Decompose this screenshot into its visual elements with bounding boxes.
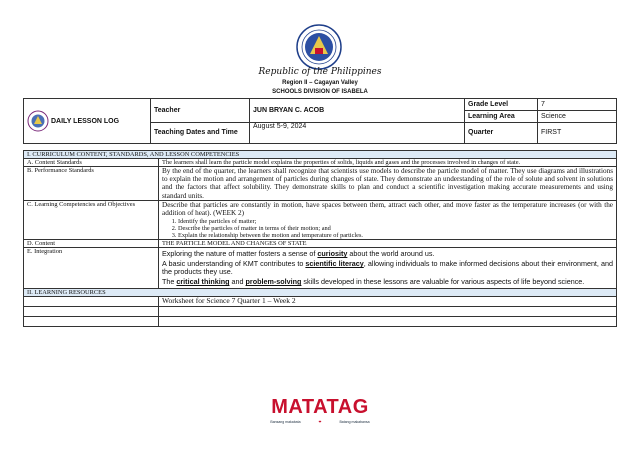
- competencies-text: Describe that particles are constantly in motion, have spaces between them, attract each other, and move faster as the temperature increases (or with the addition of heat). (WEEK 2): [162, 200, 613, 217]
- division-seal-logo: [27, 110, 49, 132]
- area-value: Science: [538, 111, 617, 123]
- teacher-label: Teacher: [151, 99, 250, 123]
- quarter-label: Quarter: [465, 123, 538, 144]
- content-standards-label: A. Content Standards: [24, 159, 159, 167]
- resource-empty-label: [24, 317, 159, 327]
- content-text: THE PARTICLE MODEL AND CHANGES OF STATE: [159, 239, 617, 247]
- area-label: Learning Area: [465, 111, 538, 123]
- resource-empty-label: [24, 297, 159, 307]
- teacher-value: JUN BRYAN C. ACOB: [250, 99, 465, 123]
- objective-item: 1. Identify the particles of matter;: [178, 218, 613, 225]
- resource-empty-cell: [159, 307, 617, 317]
- objective-item: 3. Explain the relationship between the motion and temperature of particles.: [178, 232, 613, 239]
- heart-icon: ❤: [318, 420, 322, 424]
- integration-paragraph: A basic understanding of KMT contributes to scientific literacy, allowing individuals to make informed decisions about their environment, and the products they use.: [162, 259, 613, 277]
- deped-seal-logo: [296, 24, 342, 70]
- dates-value: August 5-9, 2024: [250, 123, 465, 144]
- lesson-content-table: [23, 150, 617, 327]
- performance-standards-label: B. Performance Standards: [24, 167, 159, 200]
- matatag-tagline: Bansang makabata ❤ Batang makabansa: [270, 420, 370, 424]
- grade-label: Grade Level: [465, 99, 538, 111]
- competencies-label: C. Learning Competencies and Objectives: [24, 200, 159, 239]
- republic-heading: Republic of the Philippines: [258, 67, 382, 77]
- resource-empty-cell: [159, 317, 617, 327]
- competencies-cell: [159, 200, 617, 239]
- grade-value: 7: [538, 99, 617, 111]
- dates-label: Teaching Dates and Time: [151, 123, 250, 144]
- quarter-value: FIRST: [538, 123, 617, 144]
- lesson-info-table: [23, 98, 617, 144]
- daily-lesson-log-cell: [24, 99, 151, 144]
- resource-text: Worksheet for Science 7 Quarter 1 – Week 2: [159, 297, 617, 307]
- integration-paragraph: The critical thinking and problem-solving skills developed in these lessons are valuable for various aspects of life beyond science.: [162, 277, 585, 287]
- integration-label: E. Integration: [24, 248, 159, 289]
- performance-standards-text: By the end of the quarter, the learners shall recognize that scientists use models to describe the particle model of matter. They use diagrams and illustrations to explain the motion and arrangement of particles during changes of state. They demonstrate an understanding of the role of solute and solvent in solutions and the factors that affect solubility. They demonstrate skills to plan and conduct a scientific investigation making accurate measurements and using standard units.: [159, 167, 617, 200]
- matatag-logo: MATATAG: [271, 396, 369, 418]
- section-resources-title: II. LEARNING RESOURCES: [24, 289, 617, 297]
- integration-cell: [159, 248, 617, 289]
- log-title: DAILY LESSON LOG: [51, 117, 120, 125]
- integration-paragraph: Exploring the nature of matter fosters a sense of curiosity about the world around us.: [162, 249, 435, 259]
- objective-item: 2. Describe the particles of matter in terms of their motion; and: [178, 225, 613, 232]
- resource-empty-label: [24, 307, 159, 317]
- content-label: D. Content: [24, 239, 159, 247]
- region-heading: Region II – Cagayan Valley: [282, 80, 358, 86]
- content-standards-text: The learners shall learn the particle model explains the properties of solids, liquids and gases and the processes involved in changes of state.: [159, 159, 617, 167]
- division-heading: SCHOOLS DIVISION OF ISABELA: [272, 89, 368, 95]
- objectives-list: [178, 218, 613, 239]
- section-curriculum-title: I. CURRICULUM CONTENT, STANDARDS, AND LESSON COMPETENCIES: [24, 151, 617, 159]
